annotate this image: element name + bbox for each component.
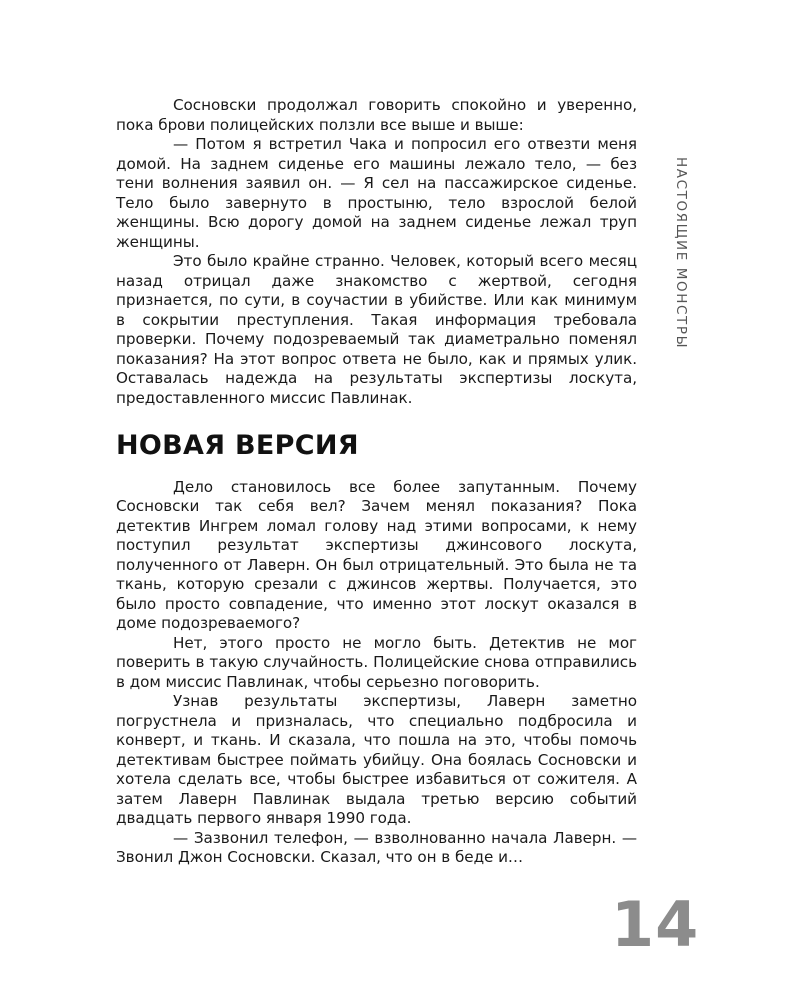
paragraph: Нет, этого просто не могло быть. Детектив не мог поверить в такую случайность. Полицейские снова отправились в дом миссис Павлинак, чтобы серьезно поговорить. bbox=[116, 633, 637, 691]
paragraph: — Потом я встретил Чака и попросил его отвезти меня домой. На заднем сиденье его машины лежало тело, — без тени волнения заявил он. — Я сел на пассажирское сиденье. Тело было завернуто в простыню, тело взрослой белой женщины. Всю дорогу домой на заднем сиденье лежал труп женщины. bbox=[116, 135, 637, 251]
paragraph: Это было крайне странно. Человек, который всего месяц назад отрицал даже знакомство с жертвой, сегодня признается, по сути, в соучастии в убийстве. Или как минимум в сокрытии преступления. Такая информация требовала проверки. Почему подозреваемый так диаметрально поменял показания? На этот вопрос ответа не было, как и прямых улик. Оставалась надежда на результаты экспертизы лоскута, предоставленного миссис Павлинак. bbox=[116, 252, 637, 407]
paragraph: Узнав результаты экспертизы, Лаверн заметно погрустнела и призналась, что специально подбросила и конверт, и ткань. И сказала, что пошла на это, чтобы помочь детективам быстрее поймать убийцу. Она боялась Сосновски и хотела сделать все, чтобы быстрее избавиться от сожителя. А затем Лаверн Павлинак выдала третью версию событий двадцать первого января 1990 года. bbox=[116, 692, 637, 827]
page-number: 14 bbox=[611, 888, 700, 961]
body-text bbox=[116, 96, 637, 868]
running-title: НАСТОЯЩИЕ МОНСТРЫ bbox=[673, 157, 689, 350]
paragraph: Сосновски продолжал говорить спокойно и уверенно, пока брови полицейских ползли все выше и выше: bbox=[116, 96, 637, 134]
paragraph: — Зазвонил телефон, — взволнованно начала Лаверн. — Звонил Джон Сосновски. Сказал, что он в беде и… bbox=[116, 828, 637, 866]
section-heading: НОВАЯ ВЕРСИЯ bbox=[116, 430, 359, 461]
paragraph: Дело становилось все более запутанным. Почему Сосновски так себя вел? Зачем менял показания? Пока детектив Ингрем ломал голову над этими вопросами, к нему поступил результат экспертизы джинсового лоскута, полученного от Лаверн. Он был отрицательный. Это была не та ткань, которую срезали с джинсов жертвы. Получается, это было просто совпадение, что именно этот лоскут оказался в доме подозреваемого? bbox=[116, 477, 637, 632]
